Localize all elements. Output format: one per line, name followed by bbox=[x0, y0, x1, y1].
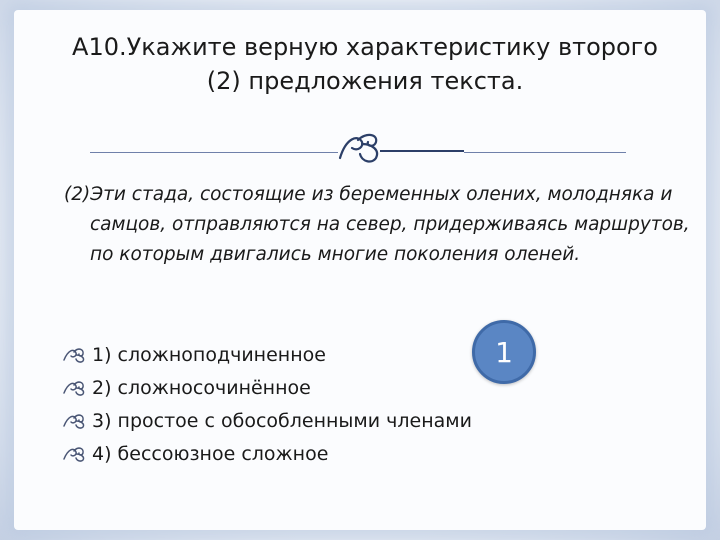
divider-line-left bbox=[90, 152, 338, 153]
option-1[interactable] bbox=[62, 338, 542, 371]
divider-line-right bbox=[464, 152, 626, 153]
flourish-bullet-icon bbox=[62, 412, 86, 430]
option-2[interactable] bbox=[62, 371, 542, 404]
flourish-bullet-icon bbox=[62, 346, 86, 364]
ornament-icon bbox=[336, 128, 384, 168]
title-line-1: А10.Укажите верную характеристику второго bbox=[72, 33, 658, 61]
option-4[interactable] bbox=[62, 437, 542, 470]
option-3[interactable] bbox=[62, 404, 542, 437]
flourish-bullet-icon bbox=[62, 445, 86, 463]
flourish-bullet-icon bbox=[62, 379, 86, 397]
option-label: 3) простое с обособленными членами bbox=[92, 409, 472, 432]
question-title bbox=[60, 30, 670, 98]
option-label: 1) сложноподчиненное bbox=[92, 343, 326, 366]
answer-options bbox=[62, 338, 542, 470]
option-label: 2) сложносочинённое bbox=[92, 376, 311, 399]
answer-badge[interactable]: 1 bbox=[472, 320, 536, 384]
text-passage: (2)Эти стада, состоящие из беременных олених, молодняка и самцов, отправляются на север, придерживаясь маршрутов, по которым двигались многие поколения оленей. bbox=[64, 184, 690, 265]
title-line-2: (2) предложения текста. bbox=[206, 67, 524, 95]
divider-line-accent bbox=[380, 150, 464, 152]
option-label: 4) бессоюзное сложное bbox=[92, 442, 329, 465]
